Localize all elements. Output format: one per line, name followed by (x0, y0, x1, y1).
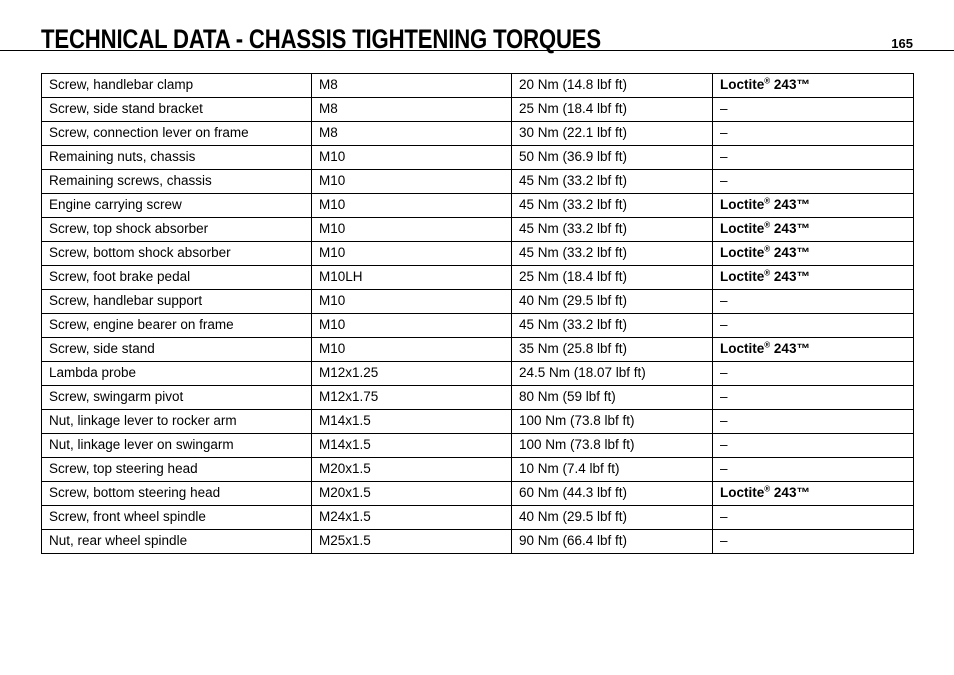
thread-cell: M10 (312, 218, 512, 242)
torque-cell: 24.5 Nm (18.07 lbf ft) (512, 362, 713, 386)
note-cell: Loctite® 243™ (713, 338, 914, 362)
part-cell: Screw, connection lever on frame (42, 122, 312, 146)
thread-cell: M10 (312, 170, 512, 194)
table-row (42, 362, 914, 386)
torque-cell: 90 Nm (66.4 lbf ft) (512, 530, 713, 554)
note-cell: – (713, 146, 914, 170)
torque-cell: 20 Nm (14.8 lbf ft) (512, 74, 713, 98)
part-cell: Remaining nuts, chassis (42, 146, 312, 170)
table-row (42, 266, 914, 290)
note-cell: – (713, 122, 914, 146)
table-row (42, 98, 914, 122)
thread-cell: M12x1.75 (312, 386, 512, 410)
thread-cell: M10LH (312, 266, 512, 290)
note-cell: – (713, 434, 914, 458)
torque-cell: 50 Nm (36.9 lbf ft) (512, 146, 713, 170)
thread-cell: M25x1.5 (312, 530, 512, 554)
page-number: 165 (891, 36, 913, 51)
note-cell: Loctite® 243™ (713, 266, 914, 290)
thread-cell: M20x1.5 (312, 458, 512, 482)
part-cell: Screw, handlebar support (42, 290, 312, 314)
page-title: TECHNICAL DATA - CHASSIS TIGHTENING TORQUES (41, 24, 601, 54)
table-row (42, 290, 914, 314)
thread-cell: M8 (312, 98, 512, 122)
table-row (42, 338, 914, 362)
part-cell: Screw, foot brake pedal (42, 266, 312, 290)
part-cell: Screw, side stand (42, 338, 312, 362)
registered-mark: ® (764, 76, 771, 86)
table-row (42, 74, 914, 98)
torque-cell: 35 Nm (25.8 lbf ft) (512, 338, 713, 362)
note-cell: – (713, 290, 914, 314)
note-cell: Loctite® 243™ (713, 74, 914, 98)
thread-cell: M8 (312, 122, 512, 146)
registered-mark: ® (764, 220, 771, 230)
torque-cell: 100 Nm (73.8 lbf ft) (512, 434, 713, 458)
note-cell: – (713, 410, 914, 434)
note-cell: – (713, 98, 914, 122)
torque-cell: 45 Nm (33.2 lbf ft) (512, 314, 713, 338)
note-cell: – (713, 506, 914, 530)
part-cell: Nut, linkage lever on swingarm (42, 434, 312, 458)
note-cell: Loctite® 243™ (713, 482, 914, 506)
thread-cell: M10 (312, 338, 512, 362)
part-cell: Screw, swingarm pivot (42, 386, 312, 410)
part-cell: Remaining screws, chassis (42, 170, 312, 194)
torque-cell: 45 Nm (33.2 lbf ft) (512, 242, 713, 266)
part-cell: Screw, bottom shock absorber (42, 242, 312, 266)
page-header (0, 0, 954, 54)
torque-cell: 30 Nm (22.1 lbf ft) (512, 122, 713, 146)
table-row (42, 410, 914, 434)
torque-cell: 60 Nm (44.3 lbf ft) (512, 482, 713, 506)
thread-cell: M10 (312, 242, 512, 266)
torque-cell: 45 Nm (33.2 lbf ft) (512, 194, 713, 218)
thread-cell: M14x1.5 (312, 434, 512, 458)
torque-cell: 45 Nm (33.2 lbf ft) (512, 218, 713, 242)
registered-mark: ® (764, 244, 771, 254)
torque-cell: 25 Nm (18.4 lbf ft) (512, 98, 713, 122)
note-cell: – (713, 458, 914, 482)
thread-cell: M14x1.5 (312, 410, 512, 434)
thread-cell: M10 (312, 314, 512, 338)
table-row (42, 122, 914, 146)
note-cell: – (713, 386, 914, 410)
thread-cell: M24x1.5 (312, 506, 512, 530)
table-row (42, 170, 914, 194)
note-cell: – (713, 362, 914, 386)
registered-mark: ® (764, 340, 771, 350)
part-cell: Screw, top steering head (42, 458, 312, 482)
thread-cell: M10 (312, 194, 512, 218)
table-row (42, 506, 914, 530)
table-row (42, 218, 914, 242)
thread-cell: M8 (312, 74, 512, 98)
torque-cell: 100 Nm (73.8 lbf ft) (512, 410, 713, 434)
thread-cell: M12x1.25 (312, 362, 512, 386)
note-cell: Loctite® 243™ (713, 218, 914, 242)
table-row (42, 530, 914, 554)
thread-cell: M20x1.5 (312, 482, 512, 506)
part-cell: Screw, front wheel spindle (42, 506, 312, 530)
torque-cell: 80 Nm (59 lbf ft) (512, 386, 713, 410)
torque-cell: 10 Nm (7.4 lbf ft) (512, 458, 713, 482)
part-cell: Nut, linkage lever to rocker arm (42, 410, 312, 434)
table-row (42, 482, 914, 506)
torque-table (41, 73, 914, 554)
header-rule (0, 50, 954, 51)
table-row (42, 146, 914, 170)
table-row (42, 242, 914, 266)
table-row (42, 194, 914, 218)
part-cell: Screw, bottom steering head (42, 482, 312, 506)
torque-table-body (42, 74, 914, 554)
note-cell: – (713, 170, 914, 194)
part-cell: Screw, top shock absorber (42, 218, 312, 242)
torque-cell: 25 Nm (18.4 lbf ft) (512, 266, 713, 290)
note-cell: Loctite® 243™ (713, 194, 914, 218)
table-row (42, 434, 914, 458)
part-cell: Screw, side stand bracket (42, 98, 312, 122)
torque-cell: 40 Nm (29.5 lbf ft) (512, 290, 713, 314)
part-cell: Screw, engine bearer on frame (42, 314, 312, 338)
part-cell: Screw, handlebar clamp (42, 74, 312, 98)
part-cell: Engine carrying screw (42, 194, 312, 218)
part-cell: Nut, rear wheel spindle (42, 530, 312, 554)
torque-cell: 45 Nm (33.2 lbf ft) (512, 170, 713, 194)
note-cell: – (713, 530, 914, 554)
thread-cell: M10 (312, 146, 512, 170)
registered-mark: ® (764, 484, 771, 494)
table-row (42, 458, 914, 482)
part-cell: Lambda probe (42, 362, 312, 386)
note-cell: Loctite® 243™ (713, 242, 914, 266)
note-cell: – (713, 314, 914, 338)
torque-cell: 40 Nm (29.5 lbf ft) (512, 506, 713, 530)
thread-cell: M10 (312, 290, 512, 314)
registered-mark: ® (764, 268, 771, 278)
registered-mark: ® (764, 196, 771, 206)
table-row (42, 386, 914, 410)
table-row (42, 314, 914, 338)
